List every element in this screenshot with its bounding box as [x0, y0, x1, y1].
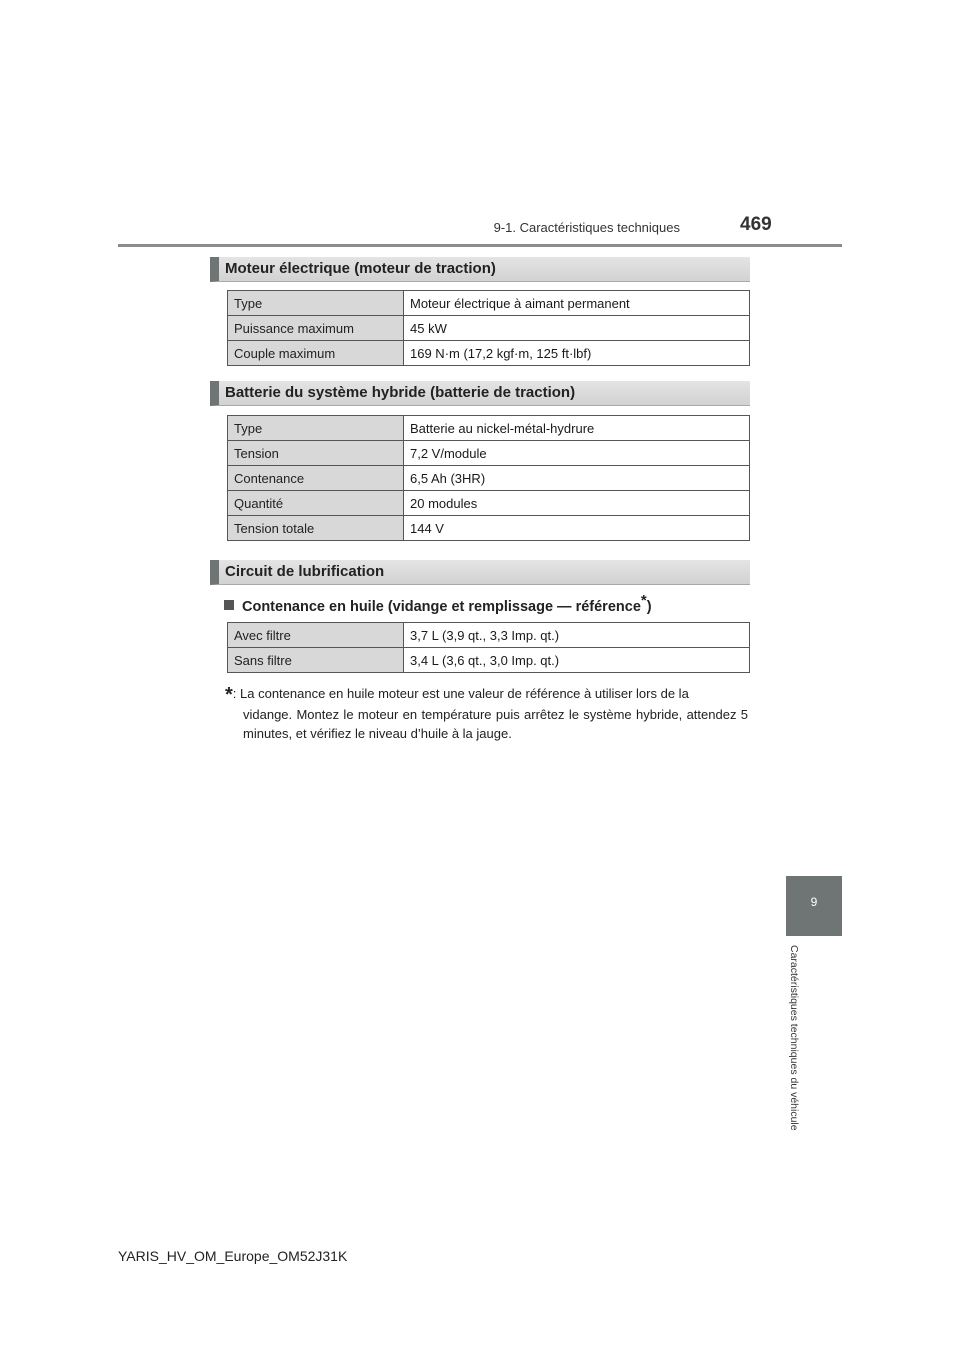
oil-capacity-table — [227, 622, 750, 673]
chapter-section-title: 9-1. Caractéristiques techniques — [493, 220, 680, 235]
motor-spec-table — [227, 290, 750, 366]
table-row — [228, 516, 750, 541]
table-row — [228, 291, 750, 316]
row-label: Quantité — [228, 491, 404, 516]
row-value: Moteur électrique à aimant permanent — [404, 291, 750, 316]
document-code: YARIS_HV_OM_Europe_OM52J31K — [118, 1248, 348, 1264]
row-label: Puissance maximum — [228, 316, 404, 341]
table-row — [228, 491, 750, 516]
row-label: Tension — [228, 441, 404, 466]
chapter-tab: 9 — [786, 876, 842, 936]
footnote-line1-text: : La contenance en huile moteur est une valeur de référence à utiliser lors de la — [232, 686, 689, 701]
row-value: 169 N·m (17,2 kgf·m, 125 ft·lbf) — [404, 341, 750, 366]
lubrication-section-heading: Circuit de lubrification — [210, 560, 750, 585]
footnote-rest-text: vidange. Montez le moteur en température puis arrêtez le système hybride, attendez 5 minutes, et vérifiez le niveau d’huile à la jauge. — [243, 707, 748, 741]
subheading-text: Contenance en huile (vidange et remplissage — référence — [242, 598, 641, 615]
row-value: 6,5 Ah (3HR) — [404, 466, 750, 491]
row-value: 3,7 L (3,9 qt., 3,3 Imp. qt.) — [404, 623, 750, 648]
footnote-star: * — [225, 684, 233, 706]
row-label: Type — [228, 291, 404, 316]
row-label: Avec filtre — [228, 623, 404, 648]
row-value: 7,2 V/module — [404, 441, 750, 466]
battery-spec-table — [227, 415, 750, 541]
table-row — [228, 416, 750, 441]
row-label: Sans filtre — [228, 648, 404, 673]
row-value: 144 V — [404, 516, 750, 541]
row-label: Couple maximum — [228, 341, 404, 366]
table-row — [228, 316, 750, 341]
table-row — [228, 341, 750, 366]
page-number: 469 — [740, 214, 772, 235]
row-value: Batterie au nickel-métal-hydrure — [404, 416, 750, 441]
table-row — [228, 466, 750, 491]
row-label: Contenance — [228, 466, 404, 491]
chapter-side-label — [788, 945, 804, 1135]
chapter-side-label-text: Caractéristiques techniques du véhicule — [788, 945, 800, 1131]
row-value: 45 kW — [404, 316, 750, 341]
row-label: Tension totale — [228, 516, 404, 541]
table-row — [228, 623, 750, 648]
footnote — [225, 684, 748, 743]
battery-section-heading: Batterie du système hybride (batterie de traction) — [210, 381, 750, 406]
table-row — [228, 441, 750, 466]
oil-capacity-subheading — [224, 592, 652, 615]
bullet-square-icon — [224, 600, 234, 610]
row-label: Type — [228, 416, 404, 441]
table-row — [228, 648, 750, 673]
row-value: 3,4 L (3,6 qt., 3,0 Imp. qt.) — [404, 648, 750, 673]
motor-section-heading: Moteur électrique (moteur de traction) — [210, 257, 750, 282]
subheading-close: ) — [646, 598, 652, 615]
footnote-first-line — [225, 684, 748, 705]
header-divider — [118, 244, 842, 247]
row-value: 20 modules — [404, 491, 750, 516]
footnote-marker: * — [640, 592, 647, 609]
